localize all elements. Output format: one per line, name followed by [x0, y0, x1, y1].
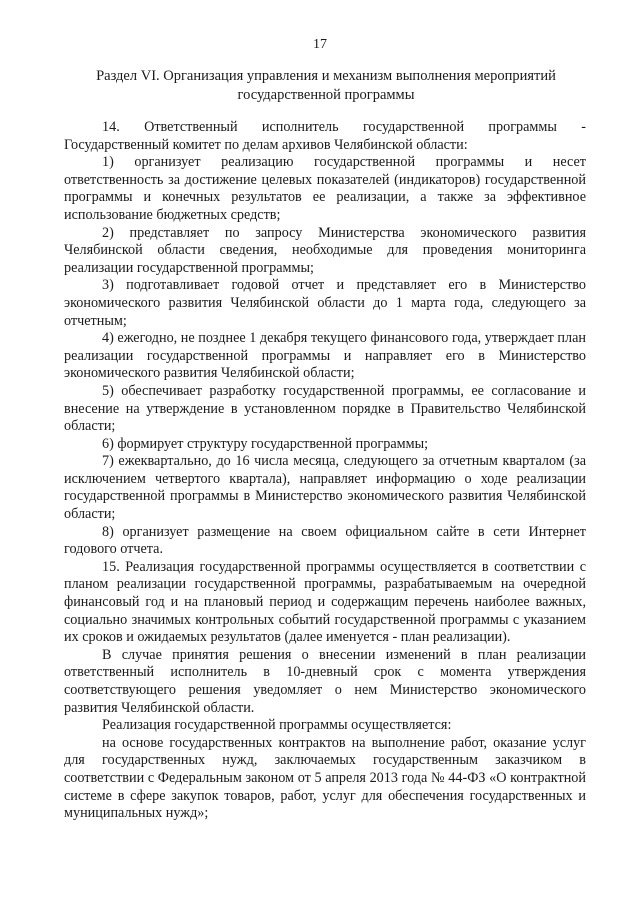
paragraph-item-5: 5) обеспечивает разработку государственной программы, ее согласование и внесение на утверждение в установленном порядке в Правительство Челябинской области; — [64, 382, 586, 435]
section-heading-line-1: Раздел VI. Организация управления и механизм выполнения мероприятий — [96, 68, 556, 84]
paragraph-implementation: Реализация государственной программы осуществляется: — [102, 717, 452, 734]
paragraph-item-4: 4) ежегодно, не позднее 1 декабря текущего финансового года, утверждает план реализации государственной программы и направляет его в Министерство экономического развития Челябинской области; — [64, 330, 586, 382]
page-number: 17 — [313, 37, 327, 52]
document-body — [64, 119, 586, 823]
paragraph-plan-changes: В случае принятия решения о внесении изменений в план реализации ответственный исполнитель в 10-дневный срок с момента утверждения соответствующего решения уведомляет о нем Министерство экономического развития Челябинской области. — [64, 646, 586, 716]
paragraph-item-3: 3) подготавливает годовой отчет и представляет его в Министерство экономического развития Челябинской области до 1 марта года, следующего за отчетным; — [64, 277, 586, 329]
paragraph-item-7: 7) ежеквартально, до 16 числа месяца, следующего за отчетным кварталом (за исключением четвертого квартала), направляет информацию о ходе реализации государственной программы в Министерство экономического развития Челябинской области; — [64, 453, 586, 523]
paragraph-item-8: 8) организует размещение на своем официальном сайте в сети Интернет годового отчета. — [64, 523, 586, 558]
paragraph-14: 14. Ответственный исполнитель государственной программы - Государственный комитет по делам архивов Челябинской области: — [64, 119, 586, 153]
paragraph-item-2: 2) представляет по запросу Министерства экономического развития Челябинской области сведения, необходимые для проведения мониторинга реализации государственной программы; — [64, 224, 586, 276]
paragraph-item-1: 1) организует реализацию государственной программы и несет ответственность за достижение целевых показателей (индикаторов) государственной программы и конечных результатов ее реализации, а также за эффективное использование бюджетных средств; — [64, 154, 586, 223]
paragraph-contracts: на основе государственных контрактов на выполнение работ, оказание услуг для государственных нужд, заключаемых государственным заказчиком в соответствии с Федеральным законом от 5 апреля 2013 года № 44-ФЗ «О контрактной системе в сфере закупок товаров, работ, услуг для обеспечения государственных и муниципальных нужд»; — [64, 734, 586, 822]
paragraph-15: 15. Реализация государственной программы осуществляется в соответствии с планом реализации государственной программы, разрабатываемым на очередной финансовый год и на плановый период и содержащим перечень наиболее важных, социально значимых контрольных событий государственной программы с указанием их сроков и ожидаемых результатов (далее именуется - план реализации). — [64, 558, 586, 646]
section-heading-line-2: государственной программы — [237, 87, 415, 103]
section-heading — [64, 67, 588, 105]
paragraph-item-6: 6) формирует структуру государственной программы; — [102, 435, 429, 452]
